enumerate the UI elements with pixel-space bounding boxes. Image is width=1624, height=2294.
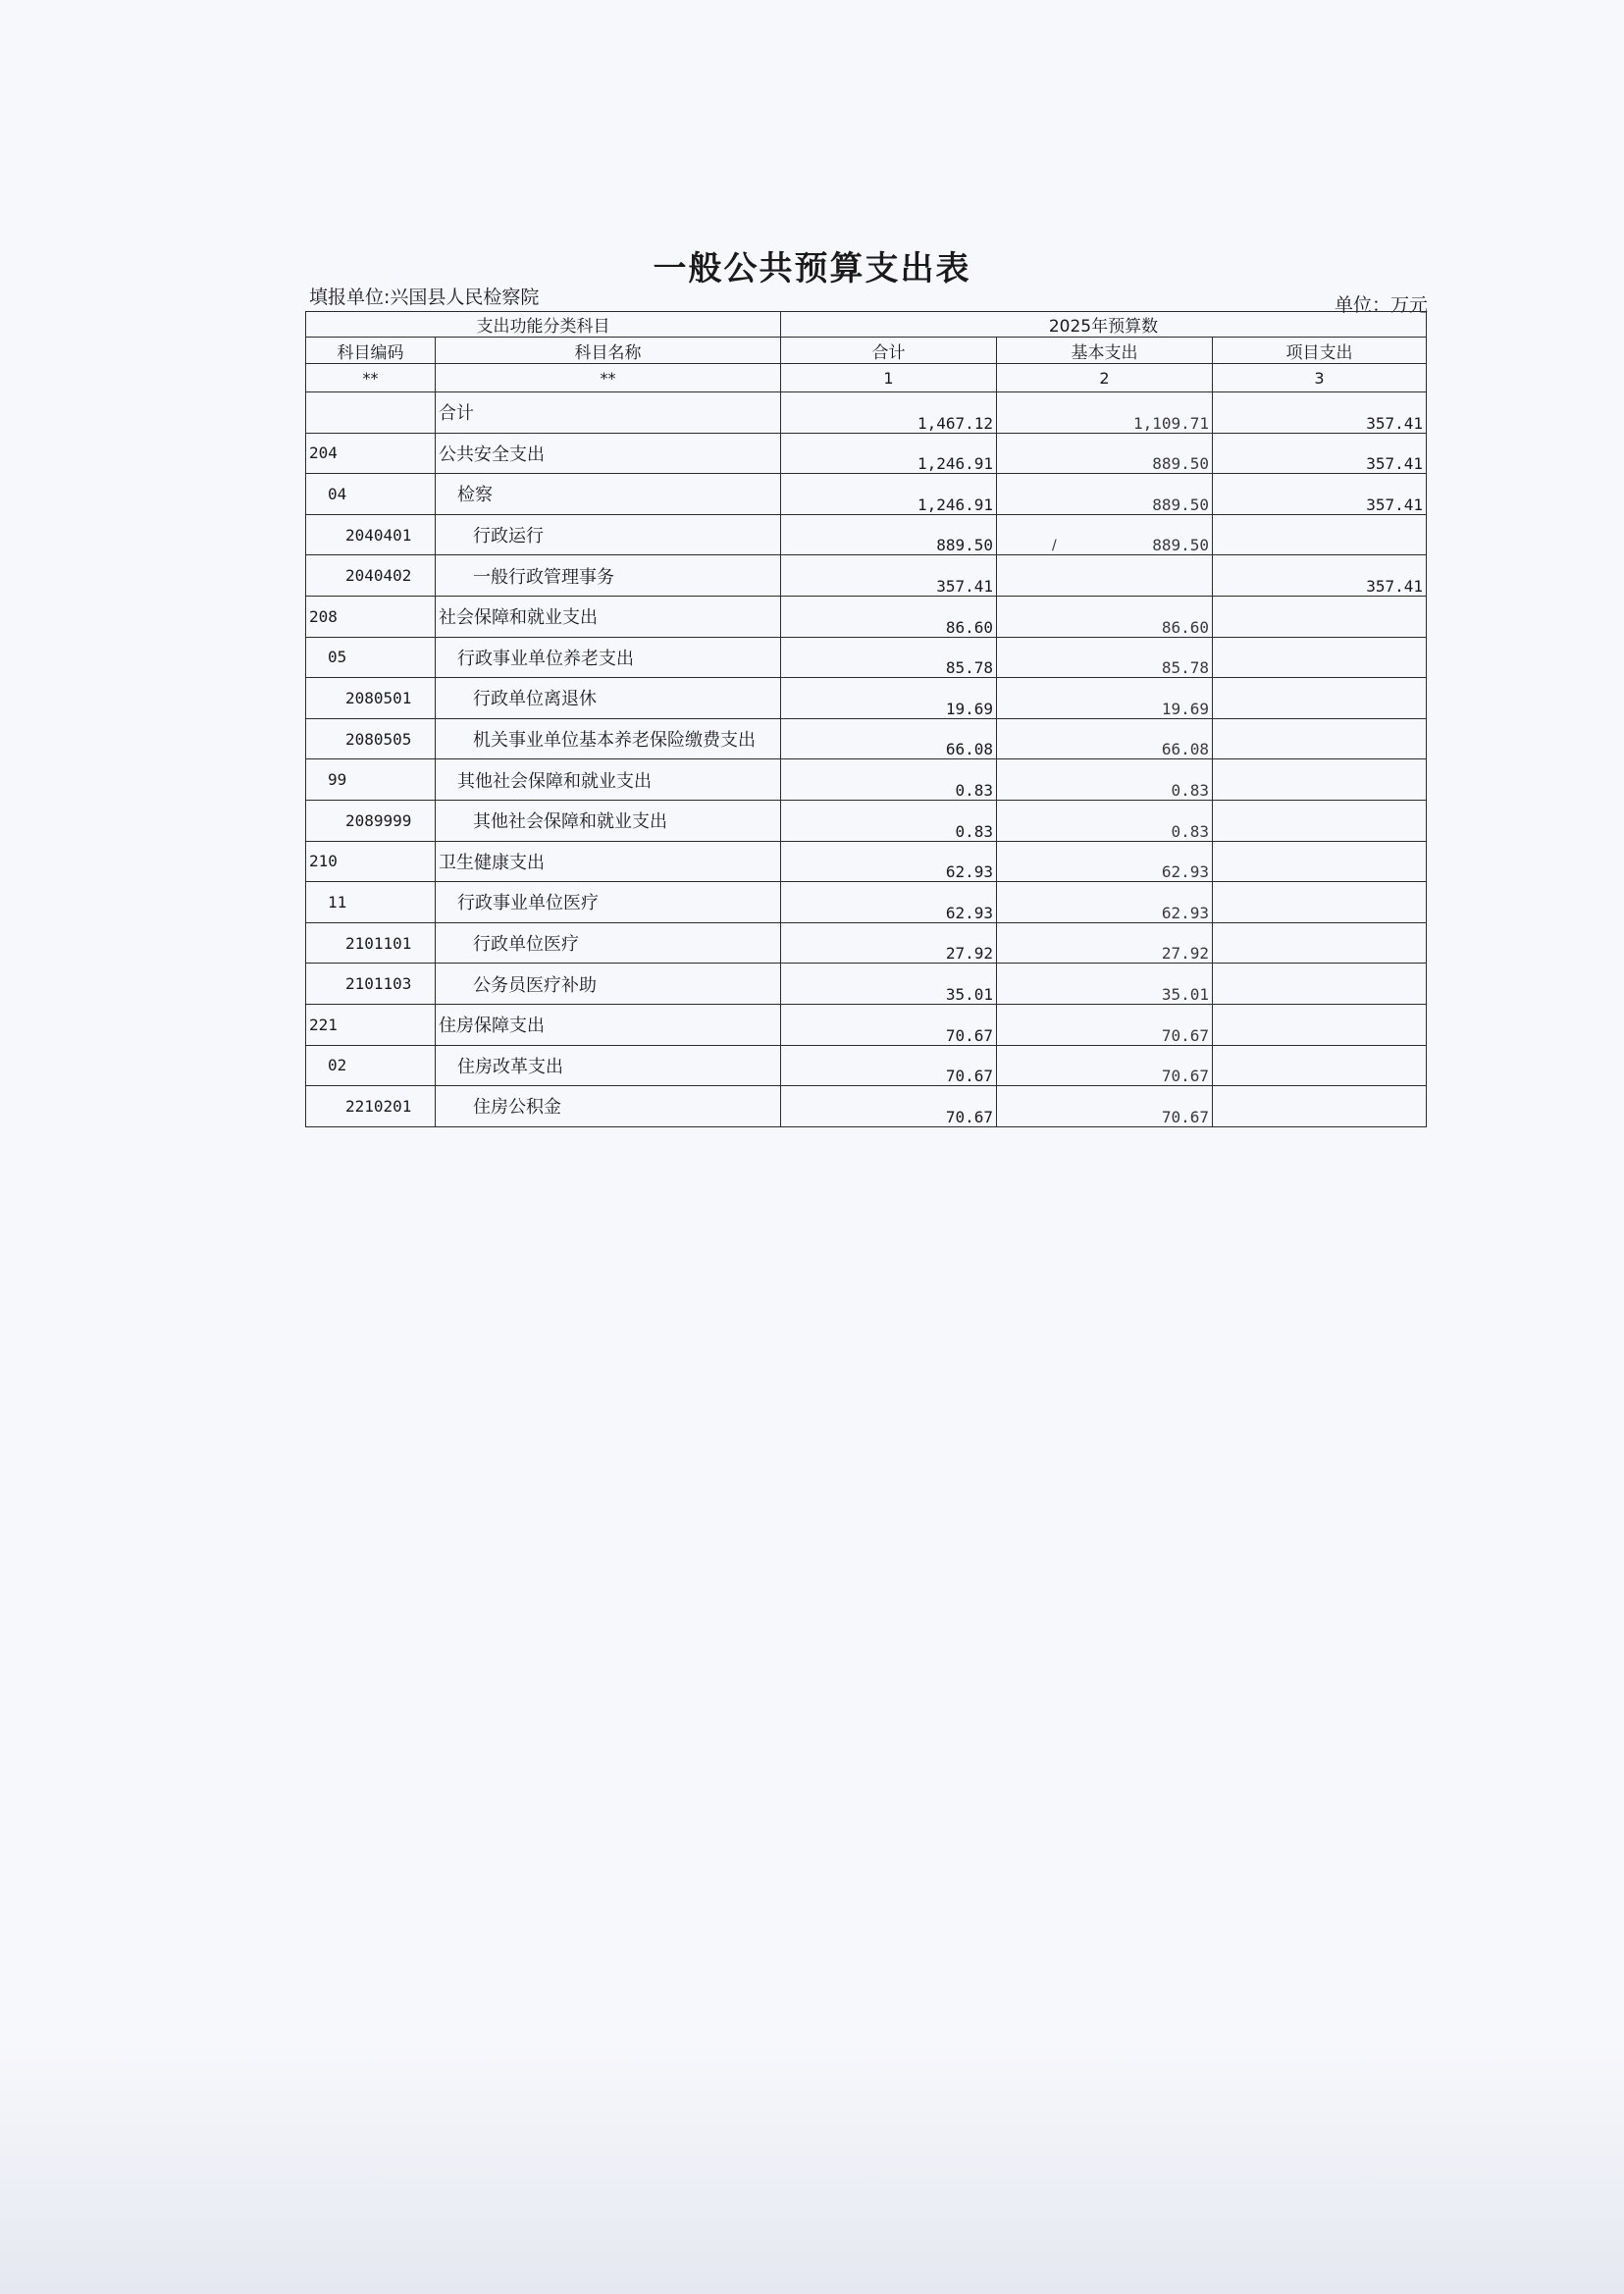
- row-total: 35.01: [781, 964, 997, 1005]
- row-name: 行政单位医疗: [436, 922, 781, 964]
- table-row: [306, 718, 1427, 759]
- row-basic: 66.08: [997, 718, 1213, 759]
- table-row: [306, 800, 1427, 841]
- header-total-index: 1: [781, 364, 997, 392]
- row-code: 04: [306, 474, 436, 515]
- table-body: [306, 392, 1427, 1127]
- row-name: 住房保障支出: [436, 1004, 781, 1045]
- table-row: [306, 841, 1427, 882]
- table-row: [306, 759, 1427, 801]
- header-column-row: [306, 338, 1427, 364]
- row-code: 210: [306, 841, 436, 882]
- table-row: [306, 474, 1427, 515]
- row-name: 住房公积金: [436, 1086, 781, 1127]
- row-total: 70.67: [781, 1045, 997, 1086]
- row-basic: 70.67: [997, 1086, 1213, 1127]
- table-row: [306, 555, 1427, 597]
- row-project: [1213, 841, 1427, 882]
- filler-unit: 填报单位:兴国县人民检察院: [309, 287, 540, 308]
- row-basic: 889.50: [997, 514, 1213, 555]
- row-code: 2040402: [306, 555, 436, 597]
- row-code: 2080501: [306, 678, 436, 719]
- row-name: 其他社会保障和就业支出: [436, 759, 781, 801]
- row-code: 2101103: [306, 964, 436, 1005]
- row-basic: 27.92: [997, 922, 1213, 964]
- row-total: 1,467.12: [781, 392, 997, 434]
- row-code: 2210201: [306, 1086, 436, 1127]
- row-total: 1,246.91: [781, 474, 997, 515]
- row-total: 70.67: [781, 1004, 997, 1045]
- header-total: 合计: [781, 338, 997, 364]
- header-code: 科目编码: [306, 338, 436, 364]
- table-row: [306, 514, 1427, 555]
- row-name: 卫生健康支出: [436, 841, 781, 882]
- row-basic: 19.69: [997, 678, 1213, 719]
- row-basic: 62.93: [997, 841, 1213, 882]
- row-code: 2089999: [306, 800, 436, 841]
- row-code: 2080505: [306, 718, 436, 759]
- row-name: 行政事业单位养老支出: [436, 637, 781, 678]
- page-title: 一般公共预算支出表: [653, 249, 971, 288]
- row-total: 1,246.91: [781, 433, 997, 474]
- header-group-row: [306, 312, 1427, 338]
- row-basic: 0.83: [997, 759, 1213, 801]
- row-total: 62.93: [781, 841, 997, 882]
- table-row: [306, 596, 1427, 637]
- row-name: 检察: [436, 474, 781, 515]
- row-name: 行政事业单位医疗: [436, 882, 781, 923]
- row-project: [1213, 1086, 1427, 1127]
- row-project: [1213, 514, 1427, 555]
- row-code: [306, 392, 436, 434]
- row-name: 其他社会保障和就业支出: [436, 800, 781, 841]
- table-row: [306, 1086, 1427, 1127]
- row-basic: 62.93: [997, 882, 1213, 923]
- row-project: [1213, 718, 1427, 759]
- row-code: 204: [306, 433, 436, 474]
- header-group-left: 支出功能分类科目: [306, 312, 781, 338]
- table-row: [306, 964, 1427, 1005]
- header-index-row: [306, 364, 1427, 392]
- row-name: 一般行政管理事务: [436, 555, 781, 597]
- table-row: [306, 433, 1427, 474]
- row-basic: [997, 555, 1213, 597]
- row-total: 19.69: [781, 678, 997, 719]
- header-basic: 基本支出: [997, 338, 1213, 364]
- unit-label: 单位：万元: [1335, 294, 1429, 316]
- row-name: 合计: [436, 392, 781, 434]
- row-code: 11: [306, 882, 436, 923]
- table-row: [306, 1004, 1427, 1045]
- row-total: 85.78: [781, 637, 997, 678]
- row-project: [1213, 922, 1427, 964]
- row-basic: 0.83: [997, 800, 1213, 841]
- header-project: 项目支出: [1213, 338, 1427, 364]
- table-row: [306, 678, 1427, 719]
- row-name: 公务员医疗补助: [436, 964, 781, 1005]
- table-row: [306, 922, 1427, 964]
- row-project: 357.41: [1213, 555, 1427, 597]
- row-basic: 889.50: [997, 433, 1213, 474]
- header-name-marker: **: [436, 364, 781, 392]
- row-total: 62.93: [781, 882, 997, 923]
- row-project: 357.41: [1213, 474, 1427, 515]
- table-row: [306, 392, 1427, 434]
- row-total: 86.60: [781, 596, 997, 637]
- row-total: 0.83: [781, 800, 997, 841]
- row-basic: 889.50: [997, 474, 1213, 515]
- row-project: [1213, 678, 1427, 719]
- row-name: 机关事业单位基本养老保险缴费支出: [436, 718, 781, 759]
- row-basic: 35.01: [997, 964, 1213, 1005]
- row-project: [1213, 964, 1427, 1005]
- row-name: 行政单位离退休: [436, 678, 781, 719]
- row-code: 221: [306, 1004, 436, 1045]
- row-code: 2101101: [306, 922, 436, 964]
- budget-table: [305, 311, 1427, 1127]
- row-project: [1213, 1004, 1427, 1045]
- table-row: [306, 1045, 1427, 1086]
- row-project: [1213, 1045, 1427, 1086]
- row-name: 公共安全支出: [436, 433, 781, 474]
- row-project: [1213, 882, 1427, 923]
- row-basic: 86.60: [997, 596, 1213, 637]
- header-name: 科目名称: [436, 338, 781, 364]
- row-project: [1213, 637, 1427, 678]
- row-total: 70.67: [781, 1086, 997, 1127]
- row-project: [1213, 800, 1427, 841]
- row-basic: 70.67: [997, 1004, 1213, 1045]
- row-total: 889.50: [781, 514, 997, 555]
- row-name: 住房改革支出: [436, 1045, 781, 1086]
- row-basic: 85.78: [997, 637, 1213, 678]
- row-name: 行政运行: [436, 514, 781, 555]
- header-code-marker: **: [306, 364, 436, 392]
- row-total: 27.92: [781, 922, 997, 964]
- row-total: 0.83: [781, 759, 997, 801]
- header-basic-index: 2: [997, 364, 1213, 392]
- row-basic: 1,109.71: [997, 392, 1213, 434]
- header-group-right: 2025年预算数: [781, 312, 1427, 338]
- row-code: 05: [306, 637, 436, 678]
- table-row: [306, 882, 1427, 923]
- table-row: [306, 637, 1427, 678]
- pen-mark: /: [1052, 538, 1057, 553]
- row-project: 357.41: [1213, 433, 1427, 474]
- header-project-index: 3: [1213, 364, 1427, 392]
- row-project: [1213, 596, 1427, 637]
- row-code: 208: [306, 596, 436, 637]
- row-name: 社会保障和就业支出: [436, 596, 781, 637]
- row-project: [1213, 759, 1427, 801]
- row-project: 357.41: [1213, 392, 1427, 434]
- row-code: 99: [306, 759, 436, 801]
- row-code: 02: [306, 1045, 436, 1086]
- row-total: 357.41: [781, 555, 997, 597]
- row-basic: 70.67: [997, 1045, 1213, 1086]
- row-code: 2040401: [306, 514, 436, 555]
- scan-shadow: [0, 2039, 1624, 2294]
- row-total: 66.08: [781, 718, 997, 759]
